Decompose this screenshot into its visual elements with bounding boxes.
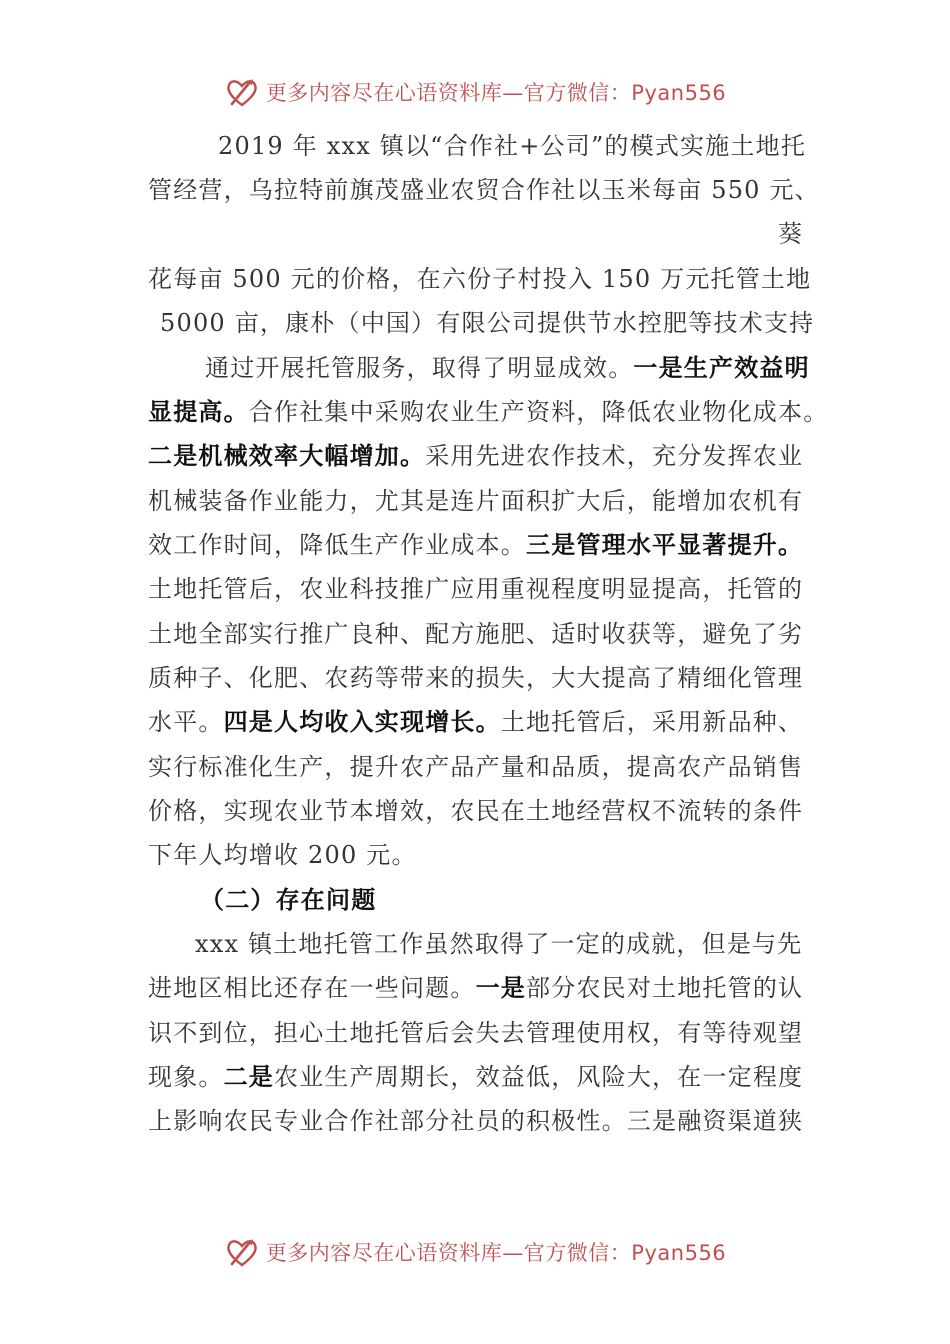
- bold-text: 显提高。: [148, 397, 249, 426]
- heart-pen-logo-icon: [224, 1234, 260, 1270]
- text-line: [148, 264, 811, 294]
- text-segment: 5000 亩，康朴（中国）有限公司提供节水控肥等技术支持: [160, 309, 815, 337]
- text-segment: 土地托管后，农业科技推广应用重视程度明显提高，托管的: [148, 575, 804, 603]
- text-segment: 实行标准化生产，提升农产品产量和品质，提高农产品销售: [148, 753, 804, 781]
- text-segment: 部分农民对土地托管的认: [526, 974, 804, 1002]
- text-line: [148, 1106, 803, 1136]
- footer-banner: [0, 1232, 950, 1272]
- text-segment: 识不到位，担心土地托管后会失去管理使用权，有等待观望: [148, 1019, 804, 1047]
- text-segment: 农业生产周期长，效益低，风险大，在一定程度: [274, 1063, 804, 1091]
- text-line: [148, 840, 417, 870]
- text-segment: 进地区相比还存在一些问题。: [148, 974, 476, 1002]
- bold-text: 一是生产效益明: [633, 353, 810, 382]
- bold-text: 三是管理水平显著提升。: [526, 530, 804, 559]
- text-line: [160, 308, 814, 338]
- text-segment: 管经营，乌拉特前旗茂盛业农贸合作社以玉米每亩 550 元、: [148, 176, 820, 204]
- bold-text: （二）存在问题: [200, 885, 377, 914]
- text-line: [148, 574, 803, 604]
- text-line: [148, 1018, 803, 1048]
- text-line: [148, 397, 828, 427]
- text-segment: 机械装备作业能力，尤其是连片面积扩大后，能增加农机有: [148, 487, 804, 515]
- text-line: [148, 663, 803, 693]
- text-segment: 水平。: [148, 708, 224, 736]
- header-banner: [0, 72, 950, 112]
- text-line: [148, 486, 803, 516]
- text-segment: 采用先进农作技术，充分发挥农业: [425, 442, 804, 470]
- text-line: [148, 530, 803, 560]
- text-line: [218, 131, 806, 161]
- text-segment: xxx 镇土地托管工作虽然取得了一定的成就，但是与先: [195, 930, 803, 958]
- text-line: [148, 973, 803, 1003]
- text-segment: 价格，实现农业节本增效，农民在土地经营权不流转的条件: [148, 797, 804, 825]
- text-segment: 质种子、化肥、农药等带来的损失，大大提高了精细化管理: [148, 664, 804, 692]
- text-line: [148, 707, 803, 737]
- text-segment: 土地全部实行推广良种、配方施肥、适时收获等，避免了劣: [148, 620, 804, 648]
- text-segment: 2019 年 xxx 镇以“合作社+公司”的模式实施土地托: [218, 132, 807, 160]
- text-segment: 效工作时间，降低生产作业成本。: [148, 531, 526, 559]
- text-segment: 上影响农民专业合作社部分社员的积极性。三是融资渠道狭: [148, 1107, 804, 1135]
- text-line: [148, 175, 820, 205]
- text-line: [205, 353, 810, 383]
- text-segment: 花每亩 500 元的价格，在六份子村投入 150 万元托管土地: [148, 265, 812, 293]
- text-line: [148, 752, 803, 782]
- bold-text: 四是人均收入实现增长。: [223, 707, 501, 736]
- bold-text: 一是: [475, 973, 527, 1002]
- heart-pen-logo-icon: [224, 74, 260, 110]
- banner-text: 更多内容尽在心语资料库—官方微信：Pyan556: [265, 81, 727, 105]
- text-segment: 现象。: [148, 1063, 224, 1091]
- text-line: [148, 1062, 803, 1092]
- text-line: [148, 619, 803, 649]
- text-line: [148, 796, 803, 826]
- text-line: [148, 441, 803, 471]
- text-segment: 下年人均增收 200 元。: [148, 841, 417, 869]
- text-segment: 通过开展托管服务，取得了明显成效。: [205, 354, 634, 382]
- text-line: [195, 929, 802, 959]
- bold-text: 二是机械效率大幅增加。: [148, 441, 426, 470]
- text-line: [778, 219, 803, 249]
- banner-text: 更多内容尽在心语资料库—官方微信：Pyan556: [265, 1241, 727, 1265]
- text-line: [200, 885, 376, 915]
- bold-text: 二是: [223, 1062, 275, 1091]
- text-segment: 葵: [778, 220, 804, 248]
- text-segment: 土地托管后，采用新品种、: [500, 708, 804, 736]
- text-segment: 合作社集中采购农业生产资料，降低农业物化成本。: [248, 398, 829, 426]
